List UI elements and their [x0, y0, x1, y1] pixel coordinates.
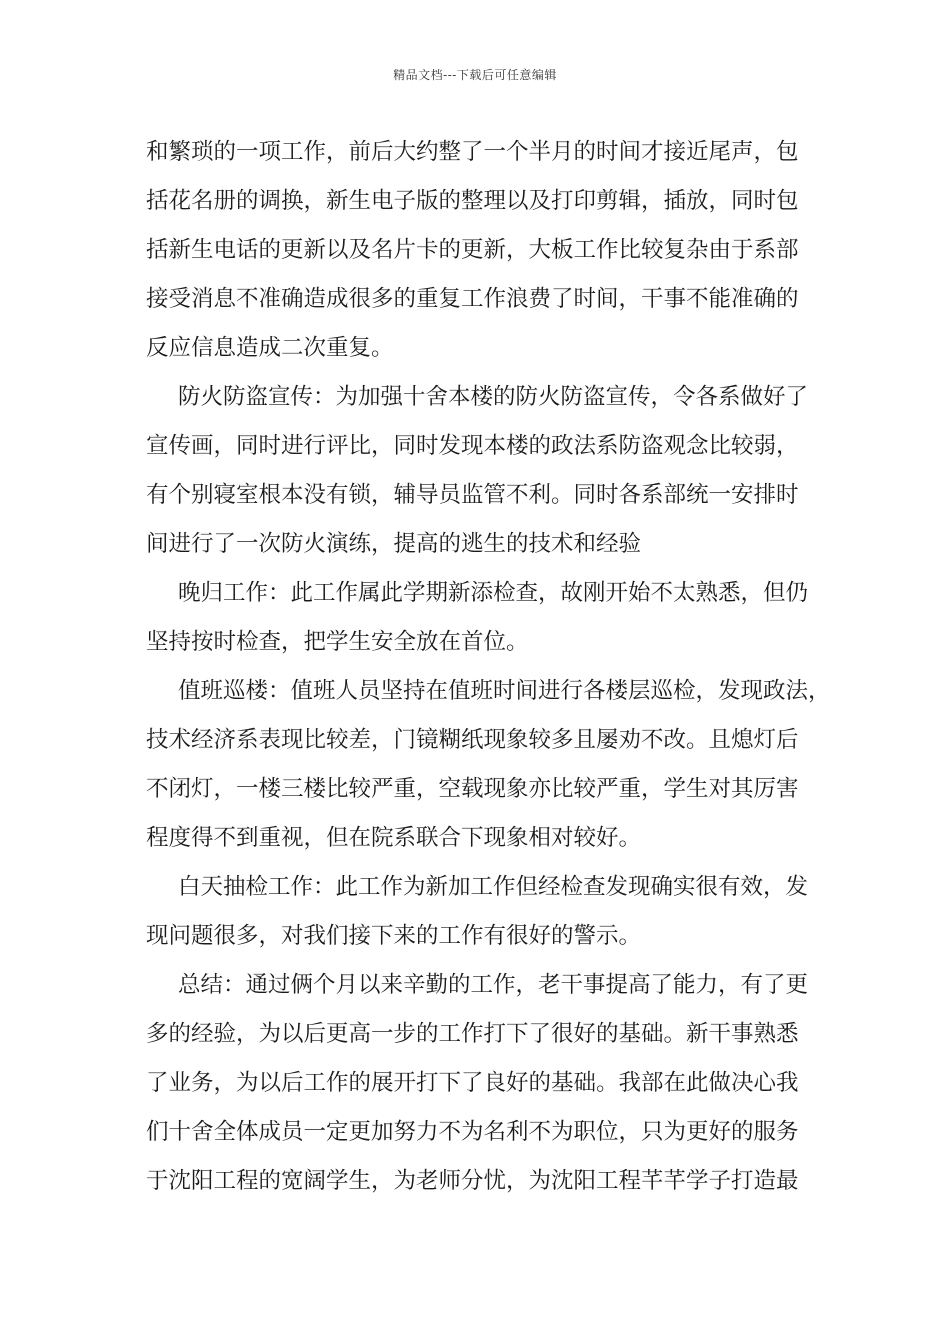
paragraph-first-line: 总结：通过俩个月以来辛勤的工作，老干事提高了能力，有了更 [178, 972, 809, 998]
paragraph-line: 多的经验，为以后更高一步的工作打下了很好的基础。新干事熟悉 [146, 1021, 799, 1047]
paragraph-first-line: 晚归工作：此工作属此学期新添检查，故刚开始不太熟悉，但仍 [178, 580, 809, 606]
paragraph-line: 们十舍全体成员一定更加努力不为名利不为职位，只为更好的服务 [146, 1119, 799, 1145]
paragraph-line: 有个别寝室根本没有锁，辅导员监管不利。同时各系部统一安排时 [146, 482, 799, 508]
paragraph-line: 反应信息造成二次重复。 [146, 335, 394, 361]
paragraph-first-line: 值班巡楼：值班人员坚持在值班时间进行各楼层巡检，发现政法， [178, 678, 831, 704]
paragraph-line: 于沈阳工程的宽阔学生，为老师分忧，为沈阳工程芊芊学子打造最 [146, 1168, 799, 1194]
paragraph-line: 括花名册的调换，新生电子版的整理以及打印剪辑，插放，同时包 [146, 188, 799, 214]
page-header: 精品文档---下载后可任意编辑 [393, 68, 557, 82]
paragraph-line: 了业务，为以后工作的展开打下了良好的基础。我部在此做决心我 [146, 1070, 799, 1096]
paragraph-line: 宣传画，同时进行评比，同时发现本楼的政法系防盗观念比较弱， [146, 433, 799, 459]
paragraph-line: 括新生电话的更新以及名片卡的更新，大板工作比较复杂由于系部 [146, 237, 799, 263]
paragraph-line: 程度得不到重视，但在院系联合下现象相对较好。 [146, 825, 642, 851]
paragraph-line: 坚持按时检查，把学生安全放在首位。 [146, 629, 529, 655]
document-body [146, 128, 836, 1206]
paragraph-first-line: 白天抽检工作：此工作为新加工作但经检查发现确实很有效，发 [178, 874, 809, 900]
paragraph-line: 和繁琐的一项工作，前后大约整了一个半月的时间才接近尾声，包 [146, 139, 799, 165]
paragraph-line: 不闭灯，一楼三楼比较严重，空载现象亦比较严重，学生对其厉害 [146, 776, 799, 802]
paragraph-line: 现问题很多，对我们接下来的工作有很好的警示。 [146, 923, 642, 949]
paragraph-line: 技术经济系表现比较差，门镜糊纸现象较多且屡劝不改。且熄灯后 [146, 727, 799, 753]
paragraph-first-line: 防火防盗宣传：为加强十舍本楼的防火防盗宣传，令各系做好了 [178, 384, 809, 410]
paragraph-line: 接受消息不准确造成很多的重复工作浪费了时间，干事不能准确的 [146, 286, 799, 312]
paragraph-line: 间进行了一次防火演练，提高的逃生的技术和经验 [146, 531, 642, 557]
